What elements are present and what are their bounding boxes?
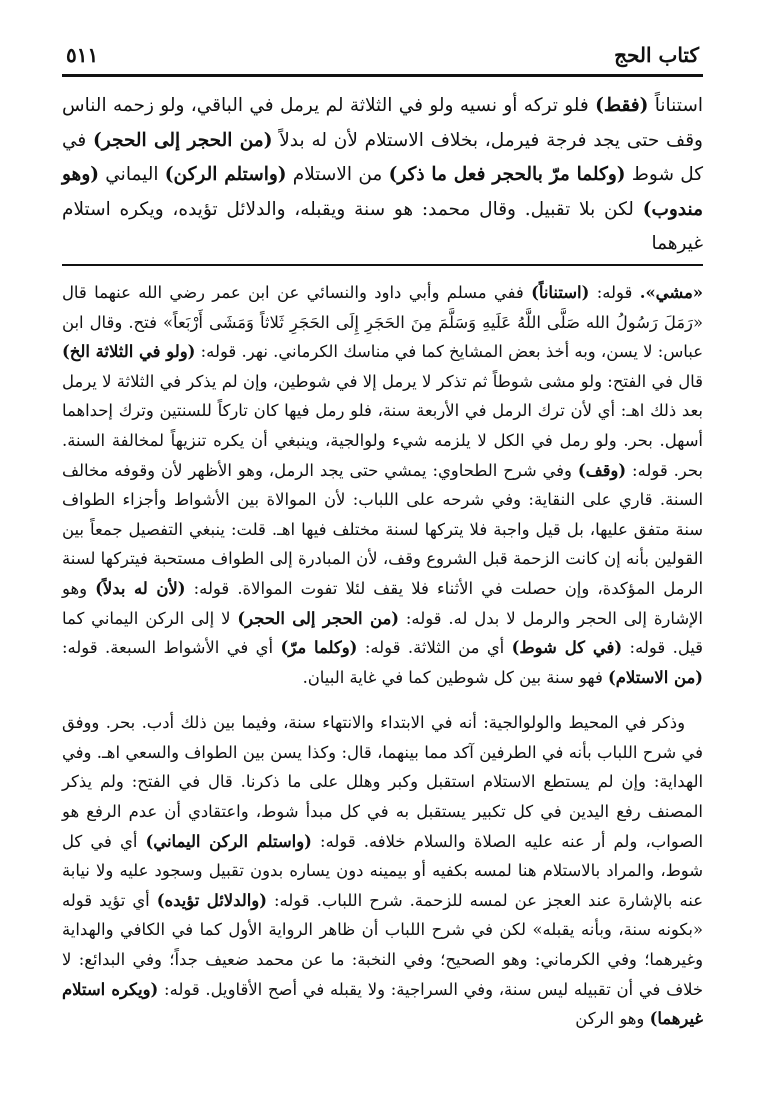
commentary-bold: (استناناً) [531,282,590,302]
commentary-bold: (من الاستلام) [608,667,703,687]
commentary-bold: «مشي». [639,282,703,302]
main-text [62,89,703,262]
commentary-bold: (وقف) [577,460,627,480]
commentary-segment: أي من الثلاثة. قوله: [357,638,512,658]
commentary-paragraph-2 [62,708,703,1034]
commentary-bold: (واستلم الركن اليماني) [145,831,312,851]
commentary-bold: (من الحجر إلى الحجر) [237,608,400,628]
book-title: كتاب الحج [614,43,699,67]
page-number: ٥١١ [66,43,99,67]
commentary-segment: وهو الإشارة إلى الحجر والرمل لا بدل له. قوله: [62,578,703,628]
commentary-segment: وذكر في المحيط والولوالجية: أنه في الابتداء والانتهاء سنة، وفيما بين ذلك أدب. بحر. ووفق في شرح اللباب بأنه في الطرفين آكد مما بينهما، قال: وكذا يسن بين الطواف والسعي اهـ. وفي الهداية: وإن لم يستطع الاستلام استقبل وكبر وهلل على ما ذكرنا. قال في الفتح: ولم يذكر المصنف رفع اليدين في كل تكبير يستقبل به في كل مبدأ شوط، واعتقادي أن عدم الرفع هو الصواب، ولم أر عنه عليه الصلاة والسلام خلافه. قوله: [62,713,703,851]
main-text-bold: (من الحجر إلى الحجر) [93,129,273,151]
footnote-rule [62,264,703,266]
commentary-segment: فهو سنة بين كل شوطين كما في غاية البيان. [302,667,609,687]
commentary-bold: (لأن له بدلاً) [95,578,186,598]
commentary-segment: قال في الفتح: ولو مشى شوطاً ثم تذكر لا يرمل إلا في شوطين، وإن لم يذكر في الثلاثة لا يرمل بعد ذلك اهـ: أي لأن ترك الرمل في الأربعة سنة، فلو رمل فيها كان تاركاً للسنتين وترك إحداهما أسهل. بحر. ولو رمل في الكل لا يلزمه شيء ولوالجية، وينبغي أن يكره تنزيهاً لمخالفة السنة. بحر. قوله: [62,371,703,480]
commentary-paragraph-1 [62,278,703,692]
commentary-segment: ففي مسلم وأبي داود والنسائي عن ابن عمر رضي الله عنهما قال «رَمَلَ رَسُولُ الله صَلَّى اللَّهُ عَلَيهِ وَسَلَّمَ مِنَ الحَجَرِ إِلَى الحَجَرِ ثَلاثاً وَمَشَى أَرْبَعاً» فتح. وقال ابن عباس: لا يسن، وبه أخذ بعض المشايخ كما في مناسك الكرماني. نهر. قوله: [62,282,703,362]
main-text-segment: استناناً [648,95,703,116]
commentary-bold: (ولو في الثلاثة الخ) [62,342,196,362]
main-text-segment: اليماني [99,164,165,186]
commentary-bold: (وكلما مرّ) [280,638,358,658]
commentary-segment: لا إلى الركن اليماني كما قيل. قوله: [62,608,704,658]
commentary-bold: (والدلائل تؤيده) [156,890,267,910]
commentary-segment: قوله: [589,282,640,302]
running-header [62,42,703,74]
main-text-bold: (فقط) [595,95,649,116]
main-text-bold: (وكلما مرّ بالحجر فعل ما ذكر) [388,164,626,186]
header-rule [62,74,703,77]
commentary-bold: (في كل شوط) [511,638,623,658]
commentary-bold: (ويكره استلام غيرهما) [62,979,703,1029]
commentary-segment: وهو الركن [575,1009,650,1029]
main-text-bold: (واستلم الركن) [164,164,287,186]
commentary-segment: أي في الأشواط السبعة. قوله: [62,638,281,658]
commentary-segment: أي تؤيد قوله «بكونه سنة، وبأنه يقبله» لكن في شرح اللباب أن ظاهر الرواية الأول كما في الكافي والهداية وغيرهما؛ وفي الكرماني: وهو الصحيح؛ وفي النخبة: ما عن محمد ضعيف جداً؛ وفي البدائع: لا خلاف في أن تقبيله ليس سنة، وفي السراجية: ولا يقبله في أصح الأقاويل. قوله: [62,890,703,999]
main-text-bold: (وهو مندوب) [62,164,703,220]
commentary-segment: وفي شرح الطحاوي: يمشي حتى يجد الرمل، وهو الأظهر لأن وقوفه مخالف السنة. قاري على النقاية: وفي شرحه على اللباب: لأن الموالاة بين الأشواط وأجزاء الطواف سنة متفق عليها، بل قيل واجبة فلا يتركها لسنة مختلف فيها اهـ. قلت: ينبغي التفصيل جمعاً بين القولين بأنه إن كانت الزحمة قبل الشروع وقف، لأن المبادرة إلى الطواف مستحبة فيتركها لسنة الرمل المؤكدة، وإن حصلت في الأثناء فلا يقف لئلا تفوت الموالاة. قوله: [62,460,703,598]
main-text-segment: لكن بلا تقبيل. وقال محمد: هو سنة ويقبله، والدلائل تؤيده، ويكره استلام غيرهما [62,198,703,255]
main-text-segment: فلو تركه أو نسيه ولو في الثلاثة لم يرمل في الباقي، ولو زحمه الناس وقف حتى يجد فرجة فيرمل، بخلاف الاستلام لأن له بدلاً [62,95,703,151]
commentary-segment: أي في كل شوط، والمراد بالاستلام هنا لمسه بكفيه أو بيمينه دون يساره بدون تقبيل وسجود عليه ولا نيابة عنه بالإشارة عند العجز عن لمسه للزحمة. شرح اللباب. قوله: [62,831,704,910]
main-text-segment: في كل شوط [62,129,704,186]
main-text-segment: من الاستلام [286,164,389,186]
